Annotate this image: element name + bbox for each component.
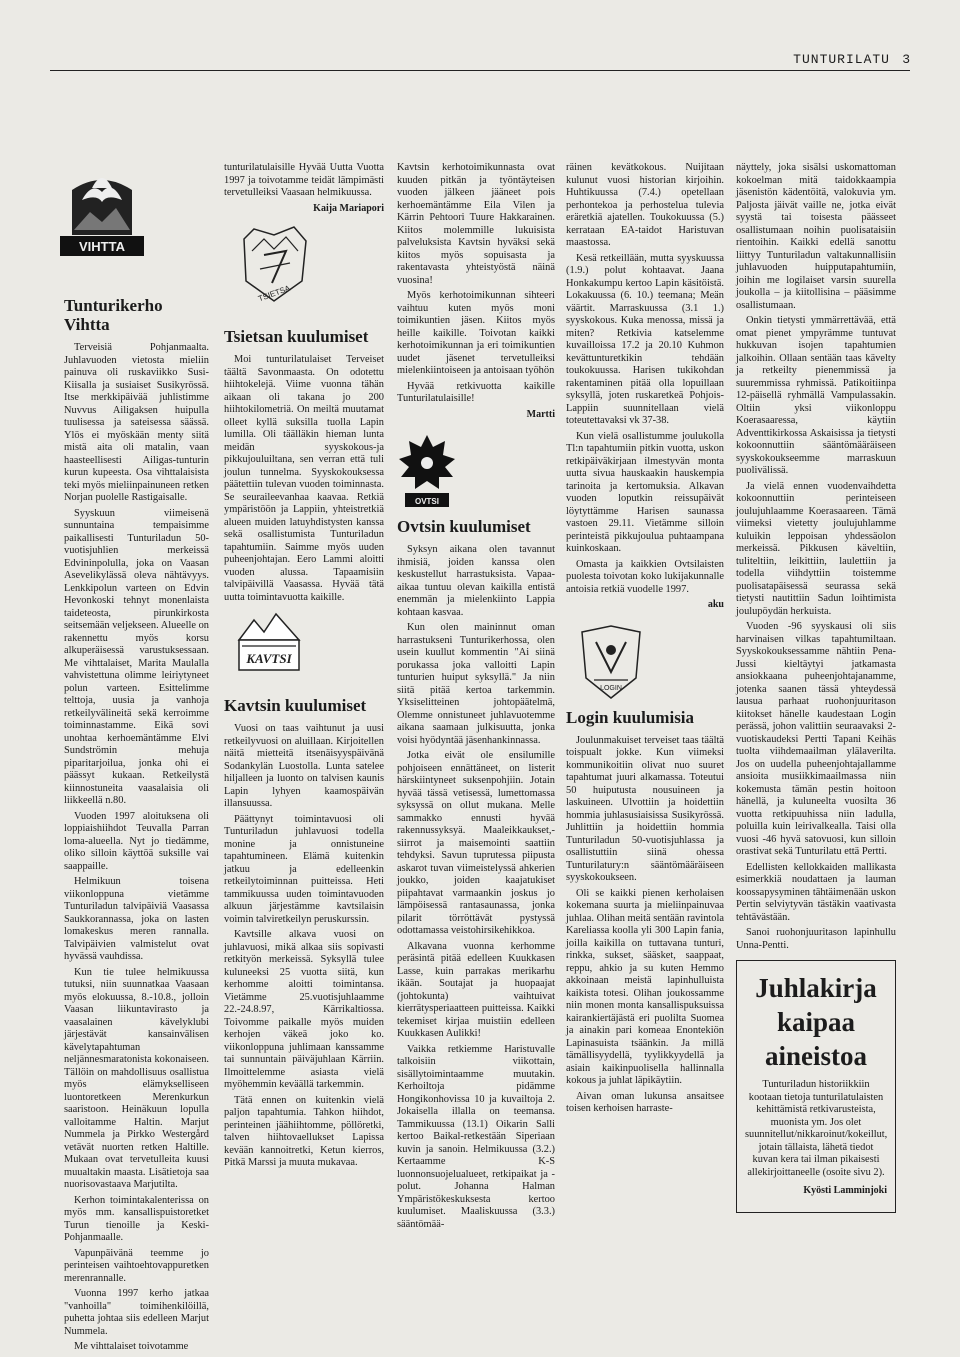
- page-number: 3: [902, 52, 910, 67]
- article-paragraph: Ja vielä ennen vuodenvaihdetta kokoonnuttiin perinteiseen joulujuhlaamme Koerasaareen. Tämä viimeksi vietetty joulujuhlamme kuluikin leppoisan yhdessäolon merkeissä. Pikkusen käveltiin, tuliteltiin, leikittiin, laulettiin ja todella viihdyttiin toistemme puolisatapäisessä seurassa sekä tietysti nautittiin Sadun loihtimista joulupöydän herkuista.: [736, 480, 896, 617]
- article-paragraph: Kun vielä osallistumme joulukolla Tl:n tapahtumiin pitkin vuotta, uskon retkipäiväkirjaan ilmestyvän monta uutta sivua hauskaakin hauskempia tarinoita ja kertomuksia. Alkavan vuoden loputkin reissupäivät löytyttämme Harisen saunassa vastoen 29.11. Vietämme silloin perinteistä pikkujoulua puhtaampana kuinkoskaan.: [566, 430, 724, 554]
- signature: Kaija Mariapori: [313, 202, 384, 214]
- article-paragraph: näyttely, joka sisälsi uskomattoman kokoelman mitä taidokkaampia jäsenistön kädentöitä, valokuvia ym. Paljosta jäivät vaille ne, jotka eivät syystä tai toisesta päässeet osallistumaan noihin puolisataisiin rientoihin. Kaikki edellä sanottu liittyy Tunturiladun valtakunnallisiin juhlavuoden huipputapahtumiin, joihin me logilaiset varsin suurella joukolla – ja kiitollisina – pääsimme osallistumaan.: [736, 162, 896, 311]
- article-paragraph: Joulunmakuiset terveiset taas täältä toispualt jokke. Kun viimeksi kommunikoitiin olivat nuo suuret tapahtumat juuri alkamassa. Toteutui 50 huiputusta nousuineen ja laskuineen. Ulvottiin ja hoidettiin hommia juhlasusiaisissa Susikyrössä. Juhlittiin ja hoidettiin hommia Tunturiladun 50-vuotisjuhlassa ja osallistuttiin siinä ohessa Tunturilatury:n sääntömääräiseen syyskokoukseen.: [566, 734, 724, 883]
- kavtsi-logo: [234, 610, 304, 690]
- column-2: [224, 162, 384, 1173]
- column-3: [397, 162, 555, 1234]
- article-paragraph: Kavtsin kerhotoimikunnasta ovat kuuden pitkän ja työntäyteisen vuoden jälkeen jääneet pois kerhoemäntämme Eila Vilen ja Kärrin Pehtoori Tuure Hakkarainen. Kiitos molemmille lukuisista palveluksista Kavtsin hyväksi sekä kiitos myös sopuisasta ja rakentavasta yhteistyöstä näinä vuosina!: [397, 162, 555, 286]
- article-paragraph: Vuoden 1997 aloituksena oli loppiaishiihdot Teuvalla Parran loma-alueella. Nyt jo tiedämme, oliko silloin käyttöä suksille vai saappaille.: [64, 810, 209, 872]
- tsietsa-logo-text: TSIETSA: [256, 283, 292, 304]
- article-paragraph: Vaikka retkiemme Haristuvalle talkoisiin viikottain, sisällytoimintaamme muutakin. Kerhoiltoja pidämme Hongikonhovissa 10 ja kuvailtoja 2. Jokaisella illalla on teemansa. Tammikuussa (13.1) Oikarin Salli kertoo Baikal-retkestään Siperiaan kuvin ja sanoin. Helmikuussa (3.2.) Kertaamme K-S luonnonsuojelualueet, retkipaikat ja -polut. Johanna Halman Ympäristökeskuksesta kertoo kuulumiset. Maaliskuussa (3.3.) sääntömää-: [397, 1043, 555, 1230]
- signature: aku: [707, 599, 724, 610]
- vihtta-logo: [52, 160, 152, 270]
- page-header: [50, 50, 910, 71]
- ovtsi-heading: Ovtsin kuulumiset: [397, 517, 531, 536]
- article-paragraph: Kun olen maininnut oman harrastukseni Tunturikerhossa, olen usein kuullut kommentin "Ai siinä porukassa joka valloitti Lapin tunturien huiput syksyllä." Ja niin siitä pitää kertoa tarkemmin. Yksiselitteinen johtopäätelmä, Olemme onnistuneet juhlavuotemme aikana saamaan julkisuutta, jonka voisi hyödyntää jäsenhankinnassa.: [397, 622, 555, 746]
- article-paragraph: Omasta ja kaikkien Ovtsilaisten puolesta toivotan koko lukijakunnalle antoisia retkiä vuodelle 1997.: [566, 558, 724, 595]
- article-paragraph: Syksyn aikana olen tavannut ihmisiä, joiden kanssa olen keskustellut harrastuksista. Vapaa-aikaa tuntuu olevan kaikilla entistä enemmän ja mielenkiinto Lappia kohtaan kasvaa.: [397, 544, 555, 618]
- ovtsi-logo-text: OVTSI: [414, 497, 440, 506]
- article-paragraph: Vuosi on taas vaihtunut ja uusi retkeilyvuosi on aluillaan. Kirjoitellen näitä mietteitä itsenäisyyspäivänä Sodankylän Luostolla. Lunta satelee hiljalleen ja luonto on talvisen kaunis Lapin lyhyen kaamospäivän illansuussa.: [224, 723, 384, 809]
- article-paragraph: Vapunpäivänä teemme jo perinteisen vaihtoehtovappuretken merenrannalle.: [64, 1247, 209, 1284]
- login-logo-text: LOGIN: [600, 684, 622, 692]
- article-paragraph: Helmikuun toisena viikonloppuna vietämme Tunturiladun talvipäiviä Vaasassa Saukkorannassa, joka on lasten lomakeskus meren rannalla. Talvipäivien valmistelut ovat hyvässä vauhdissa.: [64, 876, 209, 962]
- article-paragraph: Sanoi ruohonjuuritason lapinhullu Unna-Pentti.: [736, 927, 896, 951]
- signature: Martti: [526, 408, 555, 420]
- article-paragraph: Oli se kaikki pienen kerholaisen kokemana suurta ja mieliinpainuvaa juhlaa. Olihan meitä sentään ravintola Kareliassa koolla yli 300 Lapin fania, joilla kaikilla on tuttavana tunturi, rinkka, sukset, sääsket, saappaat, reppu, ahkio ja su kuten Hemmo akkoinaan meistä lapinhulluista kaikista totesi. Olihan joukossamme niin monen monta kansallispuksuissa kairankiertäjästä eri puolilta Suomea ja ainakin pari komeaa Enontekiön Lapinasuista tsäänkin. Ja millä tämällisyydellä, tyylikkyydellä ja asiain kaikinpuolisella hallinnalla kokous ja juhlat läpikäytiin.: [566, 887, 724, 1086]
- article-paragraph: Aivan oman lukunsa ansaitsee toisen kerhoisen harraste-: [566, 1090, 724, 1114]
- article-paragraph: Edellisten kellokkaiden mallikasta esimerkkiä noudattaen ja lauman koossapysyminen tähtäimenään uskon Pertin selviytyvän tästäkin vaativasta tehtävästään.: [736, 861, 896, 923]
- article-paragraph: Tätä ennen on kuitenkin vielä paljon tapahtumia. Tahkon hiihdot, perinteinen jäähiihtomme, pöllöretki, talven hiihtovaellukset Lapissa kevään kannoitretki, Ketun kierros, Pitkä Marssi ja muuta mukavaa.: [224, 1094, 384, 1168]
- article-paragraph: Alkavana vuonna kerhomme peräsintä pitää edelleen Kuukkasen Lasse, kuin parrakas merikarhu ikään. Soutajat ja huopaajat (johtokunta) vaihtuivat kierrätysperiaatteen puitteissa. Kaikki tekemiset kirjaa muistiin edelleen Kuukkasen Aulikki!: [397, 940, 555, 1039]
- article-paragraph: tunturilatulaisille Hyvää Uutta Vuotta 1997 ja toivotamme teidät lämpimästi tervetulleiksi Vaasaan helmikuussa.: [224, 162, 384, 198]
- article-paragraph: Kesä retkeillään, mutta syyskuussa (1.9.) polut kohtaavat. Jaana Honkakumpu kertoo Lapin käsitöistä. Lokakuussa (6. 10.) teemana; Meän väärtit. Marraskuussa (3.1 1.) syyskokous. Kuka menossa, missä ja miten? Retkivia katselemme kuvailloissa 17.2 ja 20.10 Kuhmon kevättunturetkikin tehdään toukokuussa. Harisen tukikohdan rakentaminen pitää olla lopuillaan syksyllä, joten ruskaretkeä Pohjois-Lappiin suunnitellaan vielä toteutettavaksi vk 37-38.: [566, 252, 724, 426]
- juhlakirja-heading: Juhlakirja kaipaa aineistoa: [755, 973, 877, 1071]
- article-paragraph: Onkin tietysti ymmärrettävää, että omat pienet ympyrämme tuntuvat hukkuvan isojen tapahtumien jalkoihin. Ollaan sentään taas kävelty ja retkeilty pienemmissä ja suuremmissa ryhmissä. Patikoitiinpa 12-päisellä ryhmällä Vampulassakin. Oltiin yksi viikonloppu Koerasaaressa, käytiin Adventtikirkossa Askaisissa ja tietysti kokoonnuttiin sääntömääräiseen syyskokoukseemme marraskuun puolivälissä.: [736, 315, 896, 476]
- article-paragraph: Syyskuun viimeisenä sunnuntaina tempaisimme paikallisesti Tunturiladun 50-vuotisjuhlien merkeissä Edvininpolulla, joka on Vaasan Asevelikylässä oleva nähtävyys. Lenkkipolun varteen on Edvin Hevonkoski tehnyt monenlaista taideteosta, pirunkirkosta seitsemään veljekseen. Alueelle on rakennettu myös korsu alkuperäisessä varustuksessaan. Me vihttalaiset, Marita Maulalla vahvistettuna olimme leiriytyneet polun varteen. Esittelimme telttoja, uusia ja vanhoja retkeilyvälineitä sekä kerroimme toiminnastamme. Eikä sovi unohtaa kerhoemäntämme Elvi Sundströmin mehuja piparitarjoilua, jonka ohi ei päässyt kukaan. Retkeilystä kiinnostuneita vaasalaisia oli liikkeellä n.80.: [64, 507, 209, 806]
- vihtta-logo-text: VIHTTA: [79, 239, 125, 254]
- article-paragraph: Moi tunturilatulaiset Terveiset täältä Savonmaasta. On odotettu hiihtokelejä. Viime vuonna tähän aikaan oli takana jo 200 hiihtokilometriä. On meiltä muutamat olleet kyllä suksilla tuolla Lapin lumilla. Oli täälläkin hieman lunta meidän syyskokous-ja pikkujouluiltana, sen verran että tuli joulun tunnelma. Syyskokouksessa päätettiin tulevan vuoden toiminnasta. Se seuraileevanhaa kaavaa. Retkiä ympäristöön ja Lappiin, yhteistretkiä alueen muiden latuyhdistysten kanssa sekä osallistumista Tunturiladun tapahtumiin. Saimme myös uuden puheenjohtajan. Eero Lammi aloitti vuoden alussa. Tapaamisiin talvipäivillä Vaasassa. Hyvää tätä uutta toimintavuotta kaikille.: [224, 354, 384, 603]
- article-paragraph: Me vihttalaiset toivotamme: [74, 1341, 189, 1352]
- column-vihtta: [64, 290, 209, 1357]
- juhlakirja-text: Tunturiladun historiikkiin kootaan tietoja tunturilatulaisten kehittämistä retkivarusteista, muonista ym. Jos olet suunnitellut/nikkaroinut/kokeillut, jotain tällaista, lähetä tiedot kuvan kera tai ilman pikaisesti allekirjoittaneelle (osoite sivu 2).: [745, 1079, 888, 1178]
- article-paragraph: Vuonna 1997 kerho jatkaa "vanhoilla" toimihenkilöillä, puhetta johtaa siis edelleen Marjut Nummela.: [64, 1288, 209, 1337]
- article-paragraph: Kavtsille alkava vuosi on juhlavuosi, mikä alkaa siis sopivasti retkityön merkeissä. Syksyllä tulee kuluneeksi 25 vuotta siitä, kun kerhomme aloitti toimintansa. Vietämme 25.vuotisjuhlaamme 22.-24.8.97, Kärrikaltiossa. Toivomme paikalle myös muiden kerhojen väkeä joko ko. viikonloppuna juhlimaan kanssamme tai sunnuntain päiväjuhlaan Kärriin. Ilmoittelemme asiasta vielä myöhemmin keväällä tarkemmin.: [224, 929, 384, 1090]
- article-paragraph: Terveisiä Pohjanmaalta. Juhlavuoden vietosta mieliin painuva oli ruskaviikko Susi-Kiisalla ja susiaiset Susikyrössä. Itse merkkipäivää juhlistimme Nuvvus Ailigaksen huipulla tuulisessa ja sateisessa säässä. Ylös ei myöskään menty siitä mistä aita oli matalin, vaan haasteellisesti Ailigas-tunturin kurun kupeesta. Osa vihttalaisista teki myös mieliinpainuneen retken Norjan puolelle Rastigaisalle.: [64, 342, 209, 503]
- article-paragraph: Kun tie tulee helmikuussa tutuksi, niin suunnatkaa Vaasaan myös elokuussa, 8.-10.8., jolloin Vaasan liikuntavirasto ja vaasalainen kävelyklubi järjestävät kansainvälisen kävelytapahtuman neljännesmaratonista kokonaiseen. Tällöin on mahdollisuus osallistua myös elämykselliseen luontoretkeen Merenkurkun saaristoon. Heinäkuun lopulla valloitamme Haltin. Marjut Nummela ja Pirkko Westergård vetävät nuorten retken Haltille. Mukaan ovat tervetulleita kuusi muualtakin maasta. Lisätietoja saa nuorisovastaava Marjutilta.: [64, 966, 209, 1190]
- kavtsi-heading: Kavtsin kuulumiset: [224, 696, 367, 715]
- login-logo: [576, 622, 646, 702]
- newspaper-title: TUNTURILATU: [793, 52, 890, 67]
- column-4: [566, 162, 724, 1119]
- vihtta-heading: Tunturikerho Vihtta: [64, 296, 163, 334]
- signature: Kyösti Lamminjoki: [803, 1185, 887, 1196]
- kavtsi-logo-text: KAVTSI: [246, 651, 292, 666]
- ovtsi-logo: [397, 431, 457, 511]
- juhlakirja-box: [736, 960, 896, 1213]
- article-paragraph: Myös kerhotoimikunnan sihteeri vaihtuu kuten myös moni toimikuntien jäsen. Kiitos myös heille kaikille. Toivotan kaikki kerhotoimikunnan ja eri toimikuntien uudet jäsenet tervetulleiksi mielenkiintoiseen ja antoisaan työhön: [397, 290, 555, 376]
- login-heading: Login kuulumisia: [566, 707, 695, 727]
- article-paragraph: räinen kevätkokous. Nuijitaan kulunut vuosi historian kirjoihin. Huhtikuussa (7.4.) opetellaan perhontekoa ja perhostelua tulevia eräretkiä ajatellen. Toukokuussa (5.) kerrataan EA-taidot Haristuvan maastossa.: [566, 162, 724, 248]
- article-paragraph: Kerhon toimintakalenterissa on myös mm. kansallispuistoretket Turun tienoille ja Keski-Pohjanmaalle.: [64, 1194, 209, 1243]
- tsietsa-heading: Tsietsan kuulumiset: [224, 327, 369, 346]
- article-paragraph: Hyvää retkivuotta kaikille Tunturilatulaisille!: [397, 380, 555, 404]
- tsietsa-logo: [234, 221, 314, 321]
- column-5: [736, 162, 896, 1213]
- article-paragraph: Päättynyt toimintavuosi oli Tunturiladun juhlavuosi todella monine ja onnistuneine tapahtumineen. Elämä kuitenkin jatkuu ja edelleenkin retkeilytoiminnan puitteissa. Heti tammikuussa uuden toimintavuoden alkuun järjestämme kavtsilaisin voimin talviretkeilyn peruskurssin.: [224, 813, 384, 925]
- article-paragraph: Jotka eivät ole ensilumille pohjoiseen ennättäneet, on listerit härskiintyneet suksenpohjiin. Jotain hyvää tässä vetisessä, lumettomassa syksyssä on ollut mukana. Melle sammakko ennusti hyvää rakennussyksyä. Maaleikkaukset,-siirrot ja maisemointi saattiin tehdyksi. Savun tuprutessa piipusta askarot tuvan viimeistelyssä ahkerien joukko, joiden kaajatukiset piipahtavat varmaankin joskus jo lämpöisessä rantasaunassa, jonka pilarit törröttävät pystyssä odottamassa veistohirsikehikkoa.: [397, 750, 555, 936]
- article-paragraph: Vuoden -96 syyskausi oli siis harvinaisen vilkas tapahtumiltaan. Syyskokouksessamme nähtiin Pena-Jussi kieltäytyi jatkamasta ansiokkaana puheenjohtajanamme, jotenka saanen tässä yhteydessä lausua parhaat ruohonjuuritason kiitokset hänelle kaudestaan Login perässä, johon valittiin seuraavaksi 2-vuotiskaudeksi Pertti Tapani Keihäs tuolta viihdemaailman ylälaverilta. Jos on uudella puheenjohtajallamme ansioita musiikkimaailmassa niin kokemusta tämän pestin hoitoon hänellä, ja kuluneelta vuosilta 36 vuotta retkipuuhissa niin ladulla, poluilla kuin leirivalkealla. Taisi olla vuosi -46 hyvä satovuosi, kun silloin orastivat sekä Tunturilatu että Pertti.: [736, 621, 896, 857]
